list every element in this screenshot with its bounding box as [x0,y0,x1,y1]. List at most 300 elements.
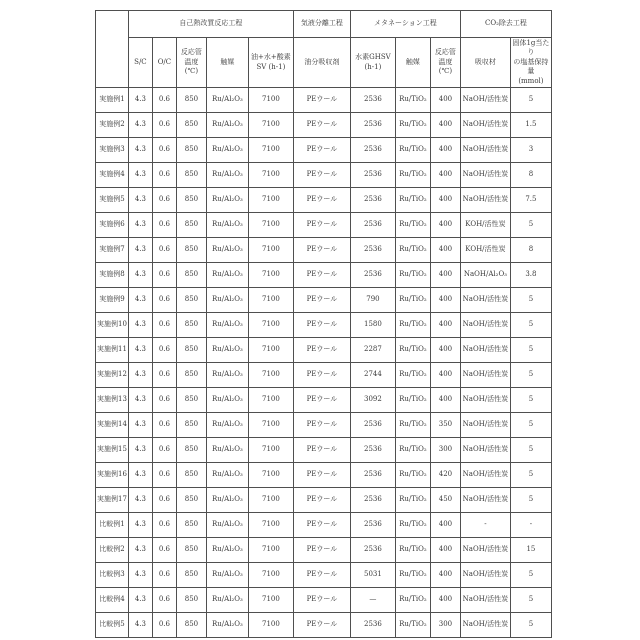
cell: 0.6 [152,438,176,463]
cell: 4.3 [128,488,152,513]
cell: - [510,513,551,538]
table-row [96,613,552,638]
cell: Ru/TiO₂ [395,263,430,288]
cell: Ru/Al₂O₃ [206,563,248,588]
cell: 5 [510,363,551,388]
cell: 5 [510,213,551,238]
cell: 4.3 [128,313,152,338]
cell: 0.6 [152,388,176,413]
table-body [96,88,552,638]
cell: 400 [430,538,460,563]
table-row [96,313,552,338]
cell: 850 [176,538,206,563]
cell: Ru/Al₂O₃ [206,188,248,213]
cell: Ru/Al₂O₃ [206,113,248,138]
cell: 7100 [248,163,293,188]
cell: Ru/TiO₂ [395,213,430,238]
cell: 7100 [248,538,293,563]
cell: 850 [176,463,206,488]
table-row [96,188,552,213]
cell: 5 [510,313,551,338]
cell: NaOH/活性炭 [460,88,510,113]
cell: Ru/TiO₂ [395,363,430,388]
cell: Ru/TiO₂ [395,438,430,463]
cell: — [350,588,395,613]
cell: PEウール [293,338,350,363]
cell: Ru/Al₂O₃ [206,463,248,488]
table-header [96,11,552,88]
cell: PEウール [293,438,350,463]
column-header: O/C [152,38,176,88]
cell: 850 [176,238,206,263]
process-group-header: 気液分離工程 [293,11,350,38]
column-header: 油+水+酸素 SV (h-1) [248,38,293,88]
cell: 850 [176,413,206,438]
cell: 2536 [350,463,395,488]
cell: 7100 [248,488,293,513]
table-row [96,488,552,513]
cell: 7100 [248,588,293,613]
cell: PEウール [293,488,350,513]
table-row [96,438,552,463]
table-row [96,563,552,588]
data-table [95,10,552,638]
cell: 7100 [248,88,293,113]
cell: NaOH/活性炭 [460,463,510,488]
cell: NaOH/活性炭 [460,113,510,138]
cell: NaOH/活性炭 [460,338,510,363]
row-label: 実施例14 [96,413,129,438]
cell: Ru/Al₂O₃ [206,213,248,238]
cell: Ru/TiO₂ [395,588,430,613]
cell: 850 [176,563,206,588]
column-header: 触媒 [395,38,430,88]
row-label: 実施例9 [96,288,129,313]
cell: 850 [176,213,206,238]
cell: 7100 [248,438,293,463]
table-row [96,138,552,163]
cell: 400 [430,313,460,338]
cell: NaOH/Al₂O₃ [460,263,510,288]
cell: 4.3 [128,588,152,613]
cell: PEウール [293,588,350,613]
cell: 2536 [350,613,395,638]
cell: Ru/TiO₂ [395,413,430,438]
cell: 2536 [350,213,395,238]
cell: 0.6 [152,188,176,213]
cell: NaOH/活性炭 [460,613,510,638]
cell: PEウール [293,363,350,388]
process-group-header: メタネーション工程 [350,11,460,38]
cell: PEウール [293,288,350,313]
cell: Ru/TiO₂ [395,113,430,138]
cell: 5 [510,88,551,113]
cell: 7100 [248,313,293,338]
cell: 2536 [350,513,395,538]
table-row [96,513,552,538]
table-row [96,588,552,613]
cell: 350 [430,413,460,438]
cell: 15 [510,538,551,563]
row-label: 比較例1 [96,513,129,538]
cell: 5 [510,588,551,613]
cell: 450 [430,488,460,513]
column-header: 反応管 温度 (℃) [176,38,206,88]
cell: 3092 [350,388,395,413]
cell: Ru/Al₂O₃ [206,163,248,188]
cell: 0.6 [152,163,176,188]
cell: 7100 [248,463,293,488]
column-header: 水素GHSV (h-1) [350,38,395,88]
cell: Ru/TiO₂ [395,188,430,213]
cell: 0.6 [152,338,176,363]
row-label: 実施例7 [96,238,129,263]
cell: 2536 [350,538,395,563]
cell: PEウール [293,238,350,263]
cell: 850 [176,113,206,138]
cell: 2536 [350,238,395,263]
cell: 5 [510,463,551,488]
row-label: 実施例8 [96,263,129,288]
cell: 400 [430,563,460,588]
cell: PEウール [293,263,350,288]
cell: 0.6 [152,138,176,163]
cell: 4.3 [128,113,152,138]
table-row [96,338,552,363]
cell: 7100 [248,513,293,538]
cell: 5 [510,563,551,588]
cell: 300 [430,613,460,638]
row-label: 実施例16 [96,463,129,488]
cell: Ru/Al₂O₃ [206,88,248,113]
cell: - [460,513,510,538]
cell: 2287 [350,338,395,363]
cell: 7100 [248,363,293,388]
cell: Ru/Al₂O₃ [206,613,248,638]
row-label: 比較例4 [96,588,129,613]
table-row [96,363,552,388]
cell: 7.5 [510,188,551,213]
cell: 0.6 [152,113,176,138]
cell: 850 [176,488,206,513]
cell: 0.6 [152,363,176,388]
cell: 7100 [248,238,293,263]
cell: Ru/Al₂O₃ [206,263,248,288]
cell: 400 [430,88,460,113]
cell: 850 [176,163,206,188]
cell: 4.3 [128,563,152,588]
cell: 400 [430,288,460,313]
cell: NaOH/活性炭 [460,313,510,338]
cell: NaOH/活性炭 [460,363,510,388]
row-label: 比較例2 [96,538,129,563]
cell: Ru/Al₂O₃ [206,488,248,513]
cell: 7100 [248,563,293,588]
cell: 400 [430,188,460,213]
cell: 1.5 [510,113,551,138]
cell: 4.3 [128,88,152,113]
cell: 0.6 [152,263,176,288]
cell: 2536 [350,488,395,513]
cell: 0.6 [152,413,176,438]
row-label: 実施例10 [96,313,129,338]
cell: 8 [510,238,551,263]
cell: 4.3 [128,163,152,188]
cell: PEウール [293,388,350,413]
cell: 850 [176,138,206,163]
cell: 7100 [248,413,293,438]
cell: NaOH/活性炭 [460,288,510,313]
cell: 0.6 [152,513,176,538]
cell: 0.6 [152,313,176,338]
table-row [96,413,552,438]
cell: 2744 [350,363,395,388]
row-label: 実施例13 [96,388,129,413]
row-label: 実施例6 [96,213,129,238]
cell: NaOH/活性炭 [460,563,510,588]
cell: Ru/Al₂O₃ [206,363,248,388]
row-label: 実施例3 [96,138,129,163]
cell: 400 [430,163,460,188]
cell: NaOH/活性炭 [460,588,510,613]
cell: 5031 [350,563,395,588]
column-header: 反応管 温度 (℃) [430,38,460,88]
cell: 4.3 [128,288,152,313]
cell: Ru/Al₂O₃ [206,513,248,538]
cell: 4.3 [128,138,152,163]
cell: 3 [510,138,551,163]
cell: PEウール [293,163,350,188]
row-label: 実施例2 [96,113,129,138]
cell: Ru/TiO₂ [395,538,430,563]
cell: 7100 [248,263,293,288]
cell: 420 [430,463,460,488]
row-label: 実施例1 [96,88,129,113]
row-label: 比較例3 [96,563,129,588]
cell: 2536 [350,138,395,163]
cell: 0.6 [152,613,176,638]
cell: Ru/Al₂O₃ [206,438,248,463]
cell: 4.3 [128,263,152,288]
cell: 850 [176,188,206,213]
cell: NaOH/活性炭 [460,163,510,188]
cell: 0.6 [152,288,176,313]
row-label: 実施例15 [96,438,129,463]
cell: 850 [176,288,206,313]
cell: Ru/Al₂O₃ [206,338,248,363]
table-row [96,163,552,188]
cell: Ru/Al₂O₃ [206,138,248,163]
cell: 0.6 [152,538,176,563]
cell: 400 [430,238,460,263]
cell: 400 [430,113,460,138]
row-label: 実施例5 [96,188,129,213]
cell: 850 [176,263,206,288]
cell: 5 [510,613,551,638]
table-row [96,538,552,563]
cell: PEウール [293,188,350,213]
cell: 5 [510,488,551,513]
cell: Ru/Al₂O₃ [206,588,248,613]
cell: PEウール [293,538,350,563]
cell: NaOH/活性炭 [460,538,510,563]
cell: PEウール [293,513,350,538]
cell: 2536 [350,163,395,188]
cell: PEウール [293,88,350,113]
cell: NaOH/活性炭 [460,388,510,413]
cell: 2536 [350,88,395,113]
table-row [96,263,552,288]
cell: 400 [430,588,460,613]
cell: PEウール [293,563,350,588]
cell: Ru/TiO₂ [395,288,430,313]
cell: 850 [176,513,206,538]
cell: KOH/活性炭 [460,213,510,238]
cell: 300 [430,438,460,463]
cell: 2536 [350,188,395,213]
cell: 5 [510,438,551,463]
cell: 0.6 [152,238,176,263]
cell: Ru/TiO₂ [395,388,430,413]
cell: 400 [430,513,460,538]
cell: PEウール [293,113,350,138]
row-label: 実施例4 [96,163,129,188]
cell: 0.6 [152,563,176,588]
cell: 4.3 [128,513,152,538]
cell: 4.3 [128,338,152,363]
cell: 790 [350,288,395,313]
cell: 400 [430,138,460,163]
cell: 400 [430,363,460,388]
cell: Ru/TiO₂ [395,513,430,538]
row-label: 比較例5 [96,613,129,638]
cell: 400 [430,338,460,363]
table-row [96,238,552,263]
cell: PEウール [293,413,350,438]
cell: 7100 [248,288,293,313]
cell: Ru/Al₂O₃ [206,238,248,263]
cell: 4.3 [128,413,152,438]
cell: 4.3 [128,438,152,463]
cell: 4.3 [128,463,152,488]
cell: 4.3 [128,238,152,263]
cell: Ru/TiO₂ [395,338,430,363]
cell: 5 [510,338,551,363]
column-header: 油分吸収剤 [293,38,350,88]
column-header: S/C [128,38,152,88]
cell: NaOH/活性炭 [460,188,510,213]
cell: 0.6 [152,488,176,513]
cell: PEウール [293,138,350,163]
cell: 7100 [248,138,293,163]
cell: 2536 [350,438,395,463]
cell: 0.6 [152,463,176,488]
cell: 1580 [350,313,395,338]
column-header: 吸収材 [460,38,510,88]
table-row [96,288,552,313]
cell: 8 [510,163,551,188]
cell: 5 [510,413,551,438]
cell: Ru/TiO₂ [395,488,430,513]
cell: 850 [176,313,206,338]
cell: 2536 [350,263,395,288]
cell: 0.6 [152,213,176,238]
cell: 0.6 [152,88,176,113]
row-label: 実施例11 [96,338,129,363]
cell: 4.3 [128,613,152,638]
cell: Ru/TiO₂ [395,563,430,588]
cell: 4.3 [128,363,152,388]
cell: 4.3 [128,188,152,213]
cell: 850 [176,588,206,613]
cell: NaOH/活性炭 [460,413,510,438]
cell: 7100 [248,188,293,213]
cell: PEウール [293,313,350,338]
process-group-header: CO₂除去工程 [460,11,551,38]
table-row [96,213,552,238]
cell: 850 [176,438,206,463]
cell: Ru/TiO₂ [395,313,430,338]
cell: 5 [510,288,551,313]
cell: 3.8 [510,263,551,288]
column-header: 触媒 [206,38,248,88]
cell: 0.6 [152,588,176,613]
cell: 4.3 [128,213,152,238]
cell: Ru/TiO₂ [395,613,430,638]
cell: PEウール [293,213,350,238]
cell: 7100 [248,613,293,638]
cell: PEウール [293,613,350,638]
cell: Ru/TiO₂ [395,138,430,163]
cell: 7100 [248,113,293,138]
cell: Ru/Al₂O₃ [206,313,248,338]
row-label: 実施例17 [96,488,129,513]
cell: 7100 [248,388,293,413]
cell: Ru/Al₂O₃ [206,538,248,563]
cell: Ru/TiO₂ [395,163,430,188]
cell: NaOH/活性炭 [460,138,510,163]
cell: 7100 [248,338,293,363]
cell: 400 [430,388,460,413]
cell: KOH/活性炭 [460,238,510,263]
cell: Ru/TiO₂ [395,238,430,263]
cell: Ru/Al₂O₃ [206,288,248,313]
column-header-row [96,38,552,88]
table-row [96,463,552,488]
cell: 7100 [248,213,293,238]
group-header-row [96,11,552,38]
table-row [96,88,552,113]
cell: Ru/TiO₂ [395,463,430,488]
row-label: 実施例12 [96,363,129,388]
table-row [96,388,552,413]
cell: PEウール [293,463,350,488]
cell: 2536 [350,413,395,438]
cell: 400 [430,213,460,238]
cell: 850 [176,363,206,388]
cell: NaOH/活性炭 [460,488,510,513]
cell: 5 [510,388,551,413]
cell: 4.3 [128,538,152,563]
cell: Ru/Al₂O₃ [206,413,248,438]
process-group-header: 自己熱改質反応工程 [128,11,293,38]
cell: NaOH/活性炭 [460,438,510,463]
corner-cell [96,11,129,88]
cell: 400 [430,263,460,288]
cell: 850 [176,388,206,413]
cell: 850 [176,88,206,113]
column-header: 固体1g当たり の塩基保持量 (mmol) [510,38,551,88]
